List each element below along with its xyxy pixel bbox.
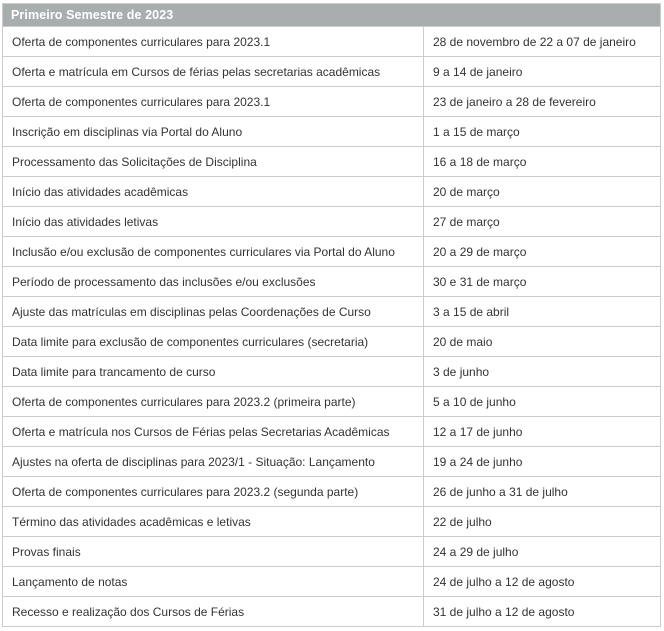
table-row bbox=[3, 57, 661, 87]
semester-title: Primeiro Semestre de 2023 bbox=[3, 4, 661, 27]
semester-schedule-table bbox=[2, 3, 661, 627]
table-row bbox=[3, 237, 661, 267]
activity-cell: Ajustes na oferta de disciplinas para 2023/1 - Situação: Lançamento bbox=[3, 447, 424, 477]
activity-cell: Provas finais bbox=[3, 537, 424, 567]
date-cell: 19 a 24 de junho bbox=[424, 447, 661, 477]
date-cell: 31 de julho a 12 de agosto bbox=[424, 597, 661, 627]
activity-cell: Oferta de componentes curriculares para 2023.2 (primeira parte) bbox=[3, 387, 424, 417]
activity-cell: Início das atividades letivas bbox=[3, 207, 424, 237]
date-cell: 20 a 29 de março bbox=[424, 237, 661, 267]
activity-cell: Oferta de componentes curriculares para 2023.1 bbox=[3, 87, 424, 117]
date-cell: 16 a 18 de março bbox=[424, 147, 661, 177]
table-row bbox=[3, 177, 661, 207]
activity-cell: Período de processamento das inclusões e/ou exclusões bbox=[3, 267, 424, 297]
table-row bbox=[3, 207, 661, 237]
table-header-row bbox=[3, 4, 661, 27]
table-row bbox=[3, 87, 661, 117]
activity-cell: Oferta de componentes curriculares para 2023.2 (segunda parte) bbox=[3, 477, 424, 507]
table-row bbox=[3, 117, 661, 147]
activity-cell: Término das atividades acadêmicas e letivas bbox=[3, 507, 424, 537]
activity-cell: Data limite para trancamento de curso bbox=[3, 357, 424, 387]
table-row bbox=[3, 417, 661, 447]
table-row bbox=[3, 537, 661, 567]
date-cell: 1 a 15 de março bbox=[424, 117, 661, 147]
table-row bbox=[3, 357, 661, 387]
activity-cell: Inscrição em disciplinas via Portal do Aluno bbox=[3, 117, 424, 147]
date-cell: 23 de janeiro a 28 de fevereiro bbox=[424, 87, 661, 117]
activity-cell: Lançamento de notas bbox=[3, 567, 424, 597]
activity-cell: Ajuste das matrículas em disciplinas pelas Coordenações de Curso bbox=[3, 297, 424, 327]
date-cell: 24 a 29 de julho bbox=[424, 537, 661, 567]
table-row bbox=[3, 507, 661, 537]
activity-cell: Inclusão e/ou exclusão de componentes curriculares via Portal do Aluno bbox=[3, 237, 424, 267]
table-row bbox=[3, 597, 661, 627]
schedule-body bbox=[3, 27, 661, 627]
activity-cell: Oferta e matrícula em Cursos de férias pelas secretarias acadêmicas bbox=[3, 57, 424, 87]
table-row bbox=[3, 267, 661, 297]
activity-cell: Início das atividades acadêmicas bbox=[3, 177, 424, 207]
activity-cell: Recesso e realização dos Cursos de Férias bbox=[3, 597, 424, 627]
date-cell: 27 de março bbox=[424, 207, 661, 237]
date-cell: 20 de maio bbox=[424, 327, 661, 357]
date-cell: 3 a 15 de abril bbox=[424, 297, 661, 327]
date-cell: 28 de novembro de 22 a 07 de janeiro bbox=[424, 27, 661, 57]
table-row bbox=[3, 477, 661, 507]
date-cell: 20 de março bbox=[424, 177, 661, 207]
table-row bbox=[3, 387, 661, 417]
table-row bbox=[3, 147, 661, 177]
date-cell: 24 de julho a 12 de agosto bbox=[424, 567, 661, 597]
date-cell: 30 e 31 de março bbox=[424, 267, 661, 297]
table-row bbox=[3, 297, 661, 327]
date-cell: 9 a 14 de janeiro bbox=[424, 57, 661, 87]
date-cell: 12 a 17 de junho bbox=[424, 417, 661, 447]
activity-cell: Data limite para exclusão de componentes curriculares (secretaria) bbox=[3, 327, 424, 357]
activity-cell: Oferta de componentes curriculares para 2023.1 bbox=[3, 27, 424, 57]
date-cell: 22 de julho bbox=[424, 507, 661, 537]
table-row bbox=[3, 567, 661, 597]
date-cell: 26 de junho a 31 de julho bbox=[424, 477, 661, 507]
table-row bbox=[3, 327, 661, 357]
date-cell: 5 a 10 de junho bbox=[424, 387, 661, 417]
activity-cell: Processamento das Solicitações de Disciplina bbox=[3, 147, 424, 177]
table-row bbox=[3, 447, 661, 477]
activity-cell: Oferta e matrícula nos Cursos de Férias pelas Secretarias Acadêmicas bbox=[3, 417, 424, 447]
table-row bbox=[3, 27, 661, 57]
date-cell: 3 de junho bbox=[424, 357, 661, 387]
